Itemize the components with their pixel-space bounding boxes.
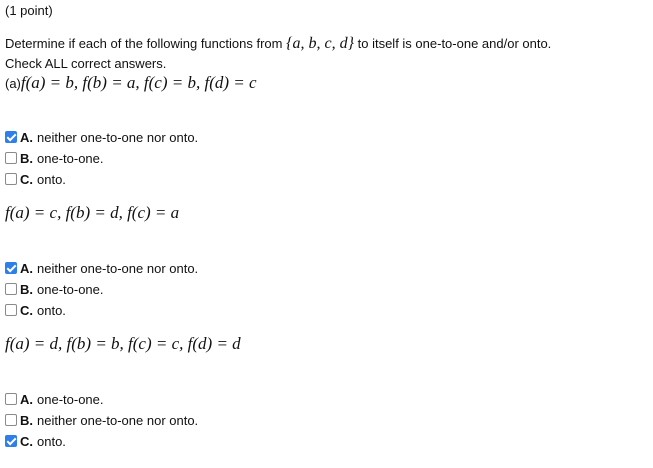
option-row[interactable] [5,433,66,449]
option-letter: B. [20,281,33,297]
option-letter: C. [20,171,33,187]
option-text: onto. [37,433,66,449]
option-text: one-to-one. [37,391,104,407]
option-text: neither one-to-one nor onto. [37,260,199,276]
option-letter: B. [20,412,33,428]
option-row[interactable] [5,260,198,276]
checkbox[interactable] [5,152,17,164]
domain-set: {a, b, c, d} [286,35,354,52]
option-text: one-to-one. [37,281,104,297]
option-letter: C. [20,302,33,318]
question-a-label: (a) [5,76,21,91]
option-letter: B. [20,150,33,166]
checkbox[interactable] [5,173,17,185]
option-letter: A. [20,129,33,145]
option-row[interactable] [5,302,66,318]
question-a-function [5,73,257,93]
option-text: neither one-to-one nor onto. [37,412,199,428]
option-row[interactable] [5,412,198,428]
prompt-intro: Determine if each of the following functions from [5,36,283,51]
option-row[interactable] [5,281,104,297]
checkbox[interactable] [5,393,17,405]
checkbox[interactable] [5,131,17,143]
option-letter: A. [20,260,33,276]
question-c-function: f(a) = d, f(b) = b, f(c) = c, f(d) = d [5,334,241,353]
checkbox[interactable] [5,304,17,316]
option-text: neither one-to-one nor onto. [37,129,199,145]
option-row[interactable] [5,391,104,407]
checkbox[interactable] [5,414,17,426]
points-label: (1 point) [5,3,53,18]
instruction: Check ALL correct answers. [5,56,167,71]
option-text: onto. [37,171,66,187]
option-row[interactable] [5,150,104,166]
function-definition: f(a) = b, f(b) = a, f(c) = b, f(d) = c [20,73,257,92]
question-b-function: f(a) = c, f(b) = d, f(c) = a [5,203,180,222]
checkbox[interactable] [5,262,17,274]
prompt-outro: to itself is one-to-one and/or onto. [357,36,552,51]
prompt-line [5,35,551,53]
option-letter: A. [20,391,33,407]
checkbox[interactable] [5,283,17,295]
option-text: onto. [37,302,66,318]
option-row[interactable] [5,171,66,187]
option-text: one-to-one. [37,150,104,166]
option-row[interactable] [5,129,198,145]
checkbox[interactable] [5,435,17,447]
option-letter: C. [20,433,33,449]
